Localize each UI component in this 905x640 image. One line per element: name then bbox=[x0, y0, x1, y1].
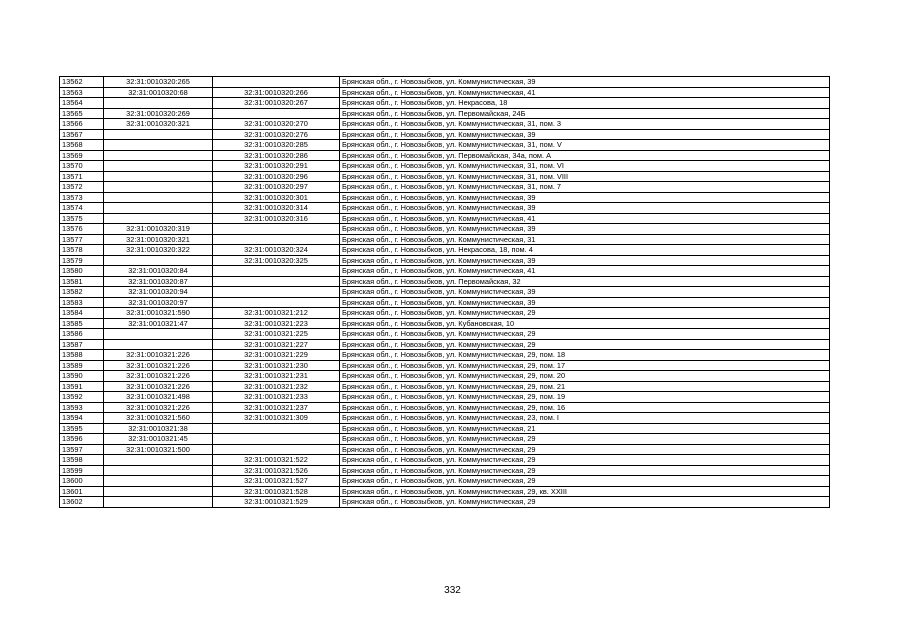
cadastral-number-cell: 32:31:0010320:87 bbox=[104, 276, 213, 287]
table-row bbox=[60, 329, 830, 340]
address-cell: Брянская обл., г. Новозыбков, ул. Коммунистическая, 29, пом. 17 bbox=[340, 360, 830, 371]
related-cadastral-number-cell: 32:31:0010321:233 bbox=[213, 392, 340, 403]
cadastral-number-cell bbox=[104, 98, 213, 109]
table-row bbox=[60, 497, 830, 508]
related-cadastral-number-cell: 32:31:0010321:527 bbox=[213, 476, 340, 487]
row-number-cell: 13576 bbox=[60, 224, 104, 235]
table-row bbox=[60, 171, 830, 182]
address-cell: Брянская обл., г. Новозыбков, ул. Коммунистическая, 31, пом. 7 bbox=[340, 182, 830, 193]
cadastral-number-cell bbox=[104, 150, 213, 161]
cadastral-number-cell: 32:31:0010321:590 bbox=[104, 308, 213, 319]
related-cadastral-number-cell: 32:31:0010321:528 bbox=[213, 486, 340, 497]
cadastral-number-cell: 32:31:0010321:500 bbox=[104, 444, 213, 455]
related-cadastral-number-cell bbox=[213, 423, 340, 434]
address-cell: Брянская обл., г. Новозыбков, ул. Коммунистическая, 39 bbox=[340, 129, 830, 140]
address-cell: Брянская обл., г. Новозыбков, ул. Коммунистическая, 39 bbox=[340, 287, 830, 298]
row-number-cell: 13596 bbox=[60, 434, 104, 445]
row-number-cell: 13595 bbox=[60, 423, 104, 434]
cadastral-number-cell: 32:31:0010321:226 bbox=[104, 402, 213, 413]
cadastral-number-cell: 32:31:0010320:321 bbox=[104, 234, 213, 245]
cadastral-number-cell: 32:31:0010321:226 bbox=[104, 381, 213, 392]
row-number-cell: 13599 bbox=[60, 465, 104, 476]
related-cadastral-number-cell: 32:31:0010321:309 bbox=[213, 413, 340, 424]
cadastral-number-cell: 32:31:0010321:226 bbox=[104, 350, 213, 361]
related-cadastral-number-cell: 32:31:0010320:266 bbox=[213, 87, 340, 98]
row-number-cell: 13581 bbox=[60, 276, 104, 287]
row-number-cell: 13597 bbox=[60, 444, 104, 455]
row-number-cell: 13575 bbox=[60, 213, 104, 224]
cadastral-number-cell: 32:31:0010321:38 bbox=[104, 423, 213, 434]
address-cell: Брянская обл., г. Новозыбков, ул. Коммунистическая, 39 bbox=[340, 203, 830, 214]
address-cell: Брянская обл., г. Новозыбков, ул. Коммунистическая, 31, пом. V bbox=[340, 140, 830, 151]
related-cadastral-number-cell: 32:31:0010321:229 bbox=[213, 350, 340, 361]
table-row bbox=[60, 297, 830, 308]
row-number-cell: 13587 bbox=[60, 339, 104, 350]
related-cadastral-number-cell: 32:31:0010320:324 bbox=[213, 245, 340, 256]
table-row bbox=[60, 87, 830, 98]
address-cell: Брянская обл., г. Новозыбков, ул. Первомайская, 32 bbox=[340, 276, 830, 287]
row-number-cell: 13563 bbox=[60, 87, 104, 98]
cadastral-number-cell: 32:31:0010320:84 bbox=[104, 266, 213, 277]
row-number-cell: 13573 bbox=[60, 192, 104, 203]
cadastral-number-cell bbox=[104, 486, 213, 497]
address-cell: Брянская обл., г. Новозыбков, ул. Коммунистическая, 21 bbox=[340, 423, 830, 434]
table-row bbox=[60, 129, 830, 140]
cadastral-number-cell: 32:31:0010320:269 bbox=[104, 108, 213, 119]
address-cell: Брянская обл., г. Новозыбков, ул. Коммунистическая, 29, пом. 18 bbox=[340, 350, 830, 361]
row-number-cell: 13567 bbox=[60, 129, 104, 140]
address-cell: Брянская обл., г. Новозыбков, ул. Коммунистическая, 29 bbox=[340, 329, 830, 340]
table-row bbox=[60, 381, 830, 392]
table-row bbox=[60, 245, 830, 256]
address-cell: Брянская обл., г. Новозыбков, ул. Коммунистическая, 29, пом. 19 bbox=[340, 392, 830, 403]
cadastral-number-cell bbox=[104, 255, 213, 266]
related-cadastral-number-cell: 32:31:0010320:296 bbox=[213, 171, 340, 182]
row-number-cell: 13562 bbox=[60, 77, 104, 88]
related-cadastral-number-cell bbox=[213, 108, 340, 119]
table-row bbox=[60, 371, 830, 382]
related-cadastral-number-cell: 32:31:0010321:237 bbox=[213, 402, 340, 413]
cadastral-number-cell: 32:31:0010320:68 bbox=[104, 87, 213, 98]
address-cell: Брянская обл., г. Новозыбков, ул. Коммунистическая, 31, пом. VI bbox=[340, 161, 830, 172]
cadastral-number-cell bbox=[104, 329, 213, 340]
address-cell: Брянская обл., г. Новозыбков, ул. Коммунистическая, 29, пом. 20 bbox=[340, 371, 830, 382]
cadastral-number-cell: 32:31:0010320:94 bbox=[104, 287, 213, 298]
table-row bbox=[60, 203, 830, 214]
table-row bbox=[60, 486, 830, 497]
table-row bbox=[60, 287, 830, 298]
cadastral-number-cell: 32:31:0010320:321 bbox=[104, 119, 213, 130]
property-registry-table bbox=[59, 76, 830, 508]
related-cadastral-number-cell: 32:31:0010320:314 bbox=[213, 203, 340, 214]
address-cell: Брянская обл., г. Новозыбков, ул. Коммунистическая, 29 bbox=[340, 455, 830, 466]
row-number-cell: 13566 bbox=[60, 119, 104, 130]
row-number-cell: 13592 bbox=[60, 392, 104, 403]
cadastral-number-cell bbox=[104, 476, 213, 487]
row-number-cell: 13591 bbox=[60, 381, 104, 392]
row-number-cell: 13590 bbox=[60, 371, 104, 382]
table-row bbox=[60, 255, 830, 266]
table-row bbox=[60, 444, 830, 455]
row-number-cell: 13583 bbox=[60, 297, 104, 308]
address-cell: Брянская обл., г. Новозыбков, ул. Коммунистическая, 29, пом. 16 bbox=[340, 402, 830, 413]
table-row bbox=[60, 402, 830, 413]
address-cell: Брянская обл., г. Новозыбков, ул. Коммунистическая, 29 bbox=[340, 497, 830, 508]
cadastral-number-cell bbox=[104, 497, 213, 508]
row-number-cell: 13584 bbox=[60, 308, 104, 319]
cadastral-number-cell bbox=[104, 465, 213, 476]
related-cadastral-number-cell: 32:31:0010321:225 bbox=[213, 329, 340, 340]
row-number-cell: 13598 bbox=[60, 455, 104, 466]
table-row bbox=[60, 98, 830, 109]
cadastral-number-cell: 32:31:0010321:498 bbox=[104, 392, 213, 403]
address-cell: Брянская обл., г. Новозыбков, ул. Коммунистическая, 29 bbox=[340, 444, 830, 455]
cadastral-number-cell: 32:31:0010321:45 bbox=[104, 434, 213, 445]
row-number-cell: 13593 bbox=[60, 402, 104, 413]
address-cell: Брянская обл., г. Новозыбков, ул. Коммунистическая, 31, пом. 3 bbox=[340, 119, 830, 130]
row-number-cell: 13589 bbox=[60, 360, 104, 371]
address-cell: Брянская обл., г. Новозыбков, ул. Коммунистическая, 39 bbox=[340, 255, 830, 266]
row-number-cell: 13569 bbox=[60, 150, 104, 161]
registry-table-body bbox=[60, 77, 830, 508]
address-cell: Брянская обл., г. Новозыбков, ул. Коммунистическая, 29 bbox=[340, 476, 830, 487]
address-cell: Брянская обл., г. Новозыбков, ул. Коммунистическая, 29 bbox=[340, 308, 830, 319]
cadastral-number-cell bbox=[104, 182, 213, 193]
row-number-cell: 13588 bbox=[60, 350, 104, 361]
cadastral-number-cell bbox=[104, 203, 213, 214]
related-cadastral-number-cell: 32:31:0010321:231 bbox=[213, 371, 340, 382]
table-row bbox=[60, 350, 830, 361]
table-row bbox=[60, 266, 830, 277]
related-cadastral-number-cell: 32:31:0010321:526 bbox=[213, 465, 340, 476]
related-cadastral-number-cell: 32:31:0010320:325 bbox=[213, 255, 340, 266]
row-number-cell: 13594 bbox=[60, 413, 104, 424]
related-cadastral-number-cell bbox=[213, 297, 340, 308]
row-number-cell: 13574 bbox=[60, 203, 104, 214]
table-row bbox=[60, 108, 830, 119]
address-cell: Брянская обл., г. Новозыбков, ул. Коммунистическая, 41 bbox=[340, 266, 830, 277]
row-number-cell: 13579 bbox=[60, 255, 104, 266]
related-cadastral-number-cell bbox=[213, 287, 340, 298]
address-cell: Брянская обл., г. Новозыбков, ул. Коммунистическая, 39 bbox=[340, 77, 830, 88]
cadastral-number-cell bbox=[104, 455, 213, 466]
cadastral-number-cell bbox=[104, 140, 213, 151]
row-number-cell: 13585 bbox=[60, 318, 104, 329]
row-number-cell: 13580 bbox=[60, 266, 104, 277]
related-cadastral-number-cell: 32:31:0010320:316 bbox=[213, 213, 340, 224]
related-cadastral-number-cell: 32:31:0010321:522 bbox=[213, 455, 340, 466]
address-cell: Брянская обл., г. Новозыбков, ул. Коммунистическая, 29 bbox=[340, 465, 830, 476]
row-number-cell: 13601 bbox=[60, 486, 104, 497]
row-number-cell: 13577 bbox=[60, 234, 104, 245]
cadastral-number-cell bbox=[104, 129, 213, 140]
cadastral-number-cell bbox=[104, 171, 213, 182]
row-number-cell: 13565 bbox=[60, 108, 104, 119]
address-cell: Брянская обл., г. Новозыбков, ул. Коммунистическая, 29 bbox=[340, 339, 830, 350]
cadastral-number-cell: 32:31:0010321:560 bbox=[104, 413, 213, 424]
related-cadastral-number-cell bbox=[213, 266, 340, 277]
table-row bbox=[60, 140, 830, 151]
address-cell: Брянская обл., г. Новозыбков, ул. Некрасова, 18, пом. 4 bbox=[340, 245, 830, 256]
related-cadastral-number-cell bbox=[213, 224, 340, 235]
table-row bbox=[60, 392, 830, 403]
related-cadastral-number-cell bbox=[213, 276, 340, 287]
row-number-cell: 13572 bbox=[60, 182, 104, 193]
row-number-cell: 13586 bbox=[60, 329, 104, 340]
address-cell: Брянская обл., г. Новозыбков, ул. Некрасова, 18 bbox=[340, 98, 830, 109]
row-number-cell: 13582 bbox=[60, 287, 104, 298]
cadastral-number-cell: 32:31:0010320:97 bbox=[104, 297, 213, 308]
table-row bbox=[60, 308, 830, 319]
related-cadastral-number-cell bbox=[213, 444, 340, 455]
address-cell: Брянская обл., г. Новозыбков, ул. Коммунистическая, 31 bbox=[340, 234, 830, 245]
table-row bbox=[60, 423, 830, 434]
table-row bbox=[60, 465, 830, 476]
related-cadastral-number-cell: 32:31:0010320:276 bbox=[213, 129, 340, 140]
table-row bbox=[60, 455, 830, 466]
address-cell: Брянская обл., г. Новозыбков, ул. Первомайская, 24Б bbox=[340, 108, 830, 119]
related-cadastral-number-cell: 32:31:0010320:285 bbox=[213, 140, 340, 151]
related-cadastral-number-cell: 32:31:0010320:297 bbox=[213, 182, 340, 193]
related-cadastral-number-cell: 32:31:0010321:223 bbox=[213, 318, 340, 329]
address-cell: Брянская обл., г. Новозыбков, ул. Коммунистическая, 41 bbox=[340, 87, 830, 98]
table-row bbox=[60, 161, 830, 172]
cadastral-number-cell: 32:31:0010320:265 bbox=[104, 77, 213, 88]
row-number-cell: 13602 bbox=[60, 497, 104, 508]
table-row bbox=[60, 413, 830, 424]
table-row bbox=[60, 476, 830, 487]
address-cell: Брянская обл., г. Новозыбков, ул. Первомайская, 34а, пом. А bbox=[340, 150, 830, 161]
related-cadastral-number-cell: 32:31:0010320:301 bbox=[213, 192, 340, 203]
address-cell: Брянская обл., г. Новозыбков, ул. Коммунистическая, 39 bbox=[340, 297, 830, 308]
table-row bbox=[60, 119, 830, 130]
address-cell: Брянская обл., г. Новозыбков, ул. Коммунистическая, 31, пом. VIII bbox=[340, 171, 830, 182]
related-cadastral-number-cell: 32:31:0010320:291 bbox=[213, 161, 340, 172]
cadastral-number-cell: 32:31:0010320:319 bbox=[104, 224, 213, 235]
table-row bbox=[60, 318, 830, 329]
address-cell: Брянская обл., г. Новозыбков, ул. Коммунистическая, 29, кв. XXIII bbox=[340, 486, 830, 497]
address-cell: Брянская обл., г. Новозыбков, ул. Коммунистическая, 23, пом. I bbox=[340, 413, 830, 424]
cadastral-number-cell bbox=[104, 161, 213, 172]
table-row bbox=[60, 276, 830, 287]
row-number-cell: 13564 bbox=[60, 98, 104, 109]
row-number-cell: 13571 bbox=[60, 171, 104, 182]
table-row bbox=[60, 224, 830, 235]
cadastral-number-cell bbox=[104, 339, 213, 350]
related-cadastral-number-cell: 32:31:0010321:232 bbox=[213, 381, 340, 392]
table-row bbox=[60, 182, 830, 193]
row-number-cell: 13570 bbox=[60, 161, 104, 172]
related-cadastral-number-cell: 32:31:0010320:267 bbox=[213, 98, 340, 109]
related-cadastral-number-cell: 32:31:0010321:529 bbox=[213, 497, 340, 508]
address-cell: Брянская обл., г. Новозыбков, ул. Коммунистическая, 39 bbox=[340, 224, 830, 235]
related-cadastral-number-cell: 32:31:0010321:227 bbox=[213, 339, 340, 350]
row-number-cell: 13600 bbox=[60, 476, 104, 487]
related-cadastral-number-cell bbox=[213, 234, 340, 245]
cadastral-number-cell: 32:31:0010320:322 bbox=[104, 245, 213, 256]
cadastral-number-cell: 32:31:0010321:226 bbox=[104, 360, 213, 371]
table-row bbox=[60, 434, 830, 445]
table-row bbox=[60, 360, 830, 371]
related-cadastral-number-cell bbox=[213, 77, 340, 88]
related-cadastral-number-cell bbox=[213, 434, 340, 445]
table-row bbox=[60, 77, 830, 88]
address-cell: Брянская обл., г. Новозыбков, ул. Кубановская, 10 bbox=[340, 318, 830, 329]
cadastral-number-cell bbox=[104, 213, 213, 224]
cadastral-number-cell: 32:31:0010321:226 bbox=[104, 371, 213, 382]
related-cadastral-number-cell: 32:31:0010321:230 bbox=[213, 360, 340, 371]
table-row bbox=[60, 150, 830, 161]
row-number-cell: 13578 bbox=[60, 245, 104, 256]
row-number-cell: 13568 bbox=[60, 140, 104, 151]
related-cadastral-number-cell: 32:31:0010320:286 bbox=[213, 150, 340, 161]
page-number: 332 bbox=[444, 585, 461, 596]
cadastral-number-cell: 32:31:0010321:47 bbox=[104, 318, 213, 329]
table-row bbox=[60, 339, 830, 350]
cadastral-number-cell bbox=[104, 192, 213, 203]
address-cell: Брянская обл., г. Новозыбков, ул. Коммунистическая, 41 bbox=[340, 213, 830, 224]
related-cadastral-number-cell: 32:31:0010321:212 bbox=[213, 308, 340, 319]
address-cell: Брянская обл., г. Новозыбков, ул. Коммунистическая, 39 bbox=[340, 192, 830, 203]
address-cell: Брянская обл., г. Новозыбков, ул. Коммунистическая, 29 bbox=[340, 434, 830, 445]
table-row bbox=[60, 234, 830, 245]
related-cadastral-number-cell: 32:31:0010320:270 bbox=[213, 119, 340, 130]
address-cell: Брянская обл., г. Новозыбков, ул. Коммунистическая, 29, пом. 21 bbox=[340, 381, 830, 392]
table-row bbox=[60, 213, 830, 224]
table-row bbox=[60, 192, 830, 203]
